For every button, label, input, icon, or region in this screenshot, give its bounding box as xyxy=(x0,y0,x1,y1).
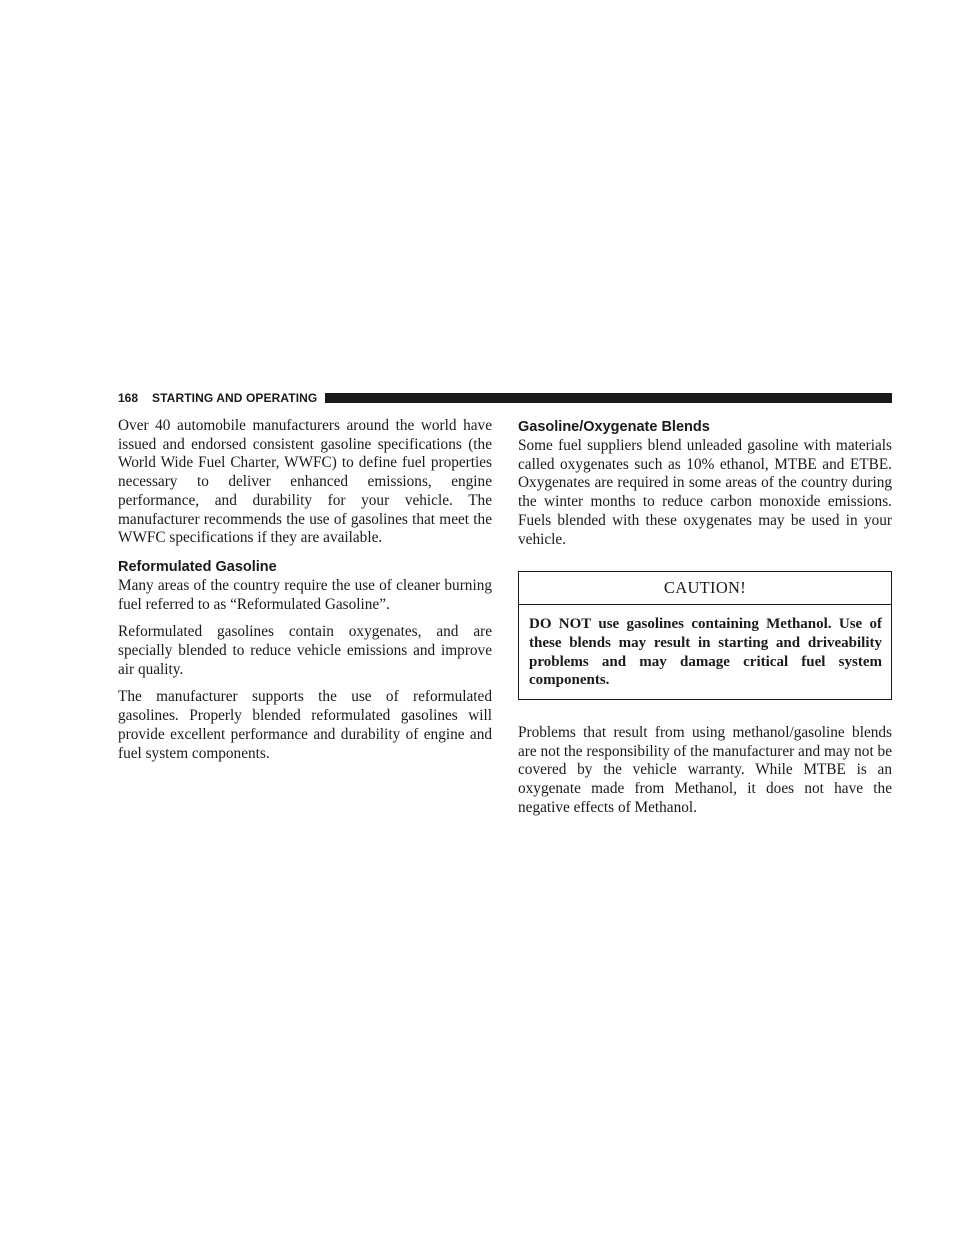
blends-paragraph-1: Some fuel suppliers blend unleaded gasoline with materials called oxygenates such as 10% ethanol, MTBE and ETBE. Oxygenates are required in some areas of the country during the winter months to reduce carbon monoxide emissions. Fuels blended with these oxygenates may be used in your vehicle. xyxy=(518,437,892,548)
page-header xyxy=(118,390,892,406)
caution-title: CAUTION! xyxy=(519,572,891,605)
left-column xyxy=(118,417,492,772)
blends-paragraph-2: Problems that result from using methanol/gasoline blends are not the responsibility of the manufacturer and may not be covered by the vehicle warranty. While MTBE is an oxygenate made from Methanol, it does not have the negative effects of Methanol. xyxy=(518,724,892,816)
oxygenate-blends-heading: Gasoline/Oxygenate Blends xyxy=(518,419,710,435)
header-rule-bar xyxy=(325,393,892,403)
caution-box xyxy=(518,571,892,700)
caution-text: DO NOT use gasolines containing Methanol. Use of these blends may result in starting and driveability problems and may damage critical fuel system components. xyxy=(529,616,882,689)
page-number: 168 xyxy=(118,391,139,405)
reformulated-gasoline-heading: Reformulated Gasoline xyxy=(118,558,277,575)
reformulated-paragraph-3: The manufacturer supports the use of reformulated gasolines. Properly blended reformulated gasolines will provide excellent performance and durability of engine and fuel system components. xyxy=(118,688,492,762)
right-column xyxy=(518,417,892,827)
section-title: STARTING AND OPERATING xyxy=(152,391,318,405)
reformulated-paragraph-2: Reformulated gasolines contain oxygenates, and are specially blended to reduce vehicle emissions and improve air quality. xyxy=(118,623,492,678)
reformulated-paragraph-1: Many areas of the country require the use of cleaner burning fuel referred to as “Reformulated Gasoline”. xyxy=(118,576,492,613)
intro-paragraph: Over 40 automobile manufacturers around the world have issued and endorsed consistent gasoline specifications (the World Wide Fuel Charter, WWFC) to define fuel properties necessary to deliver enhanced emissions, engine performance, and durability for your vehicle. The manufacturer recommends the use of gasolines that meet the WWFC specifications if they are available. xyxy=(118,417,492,547)
